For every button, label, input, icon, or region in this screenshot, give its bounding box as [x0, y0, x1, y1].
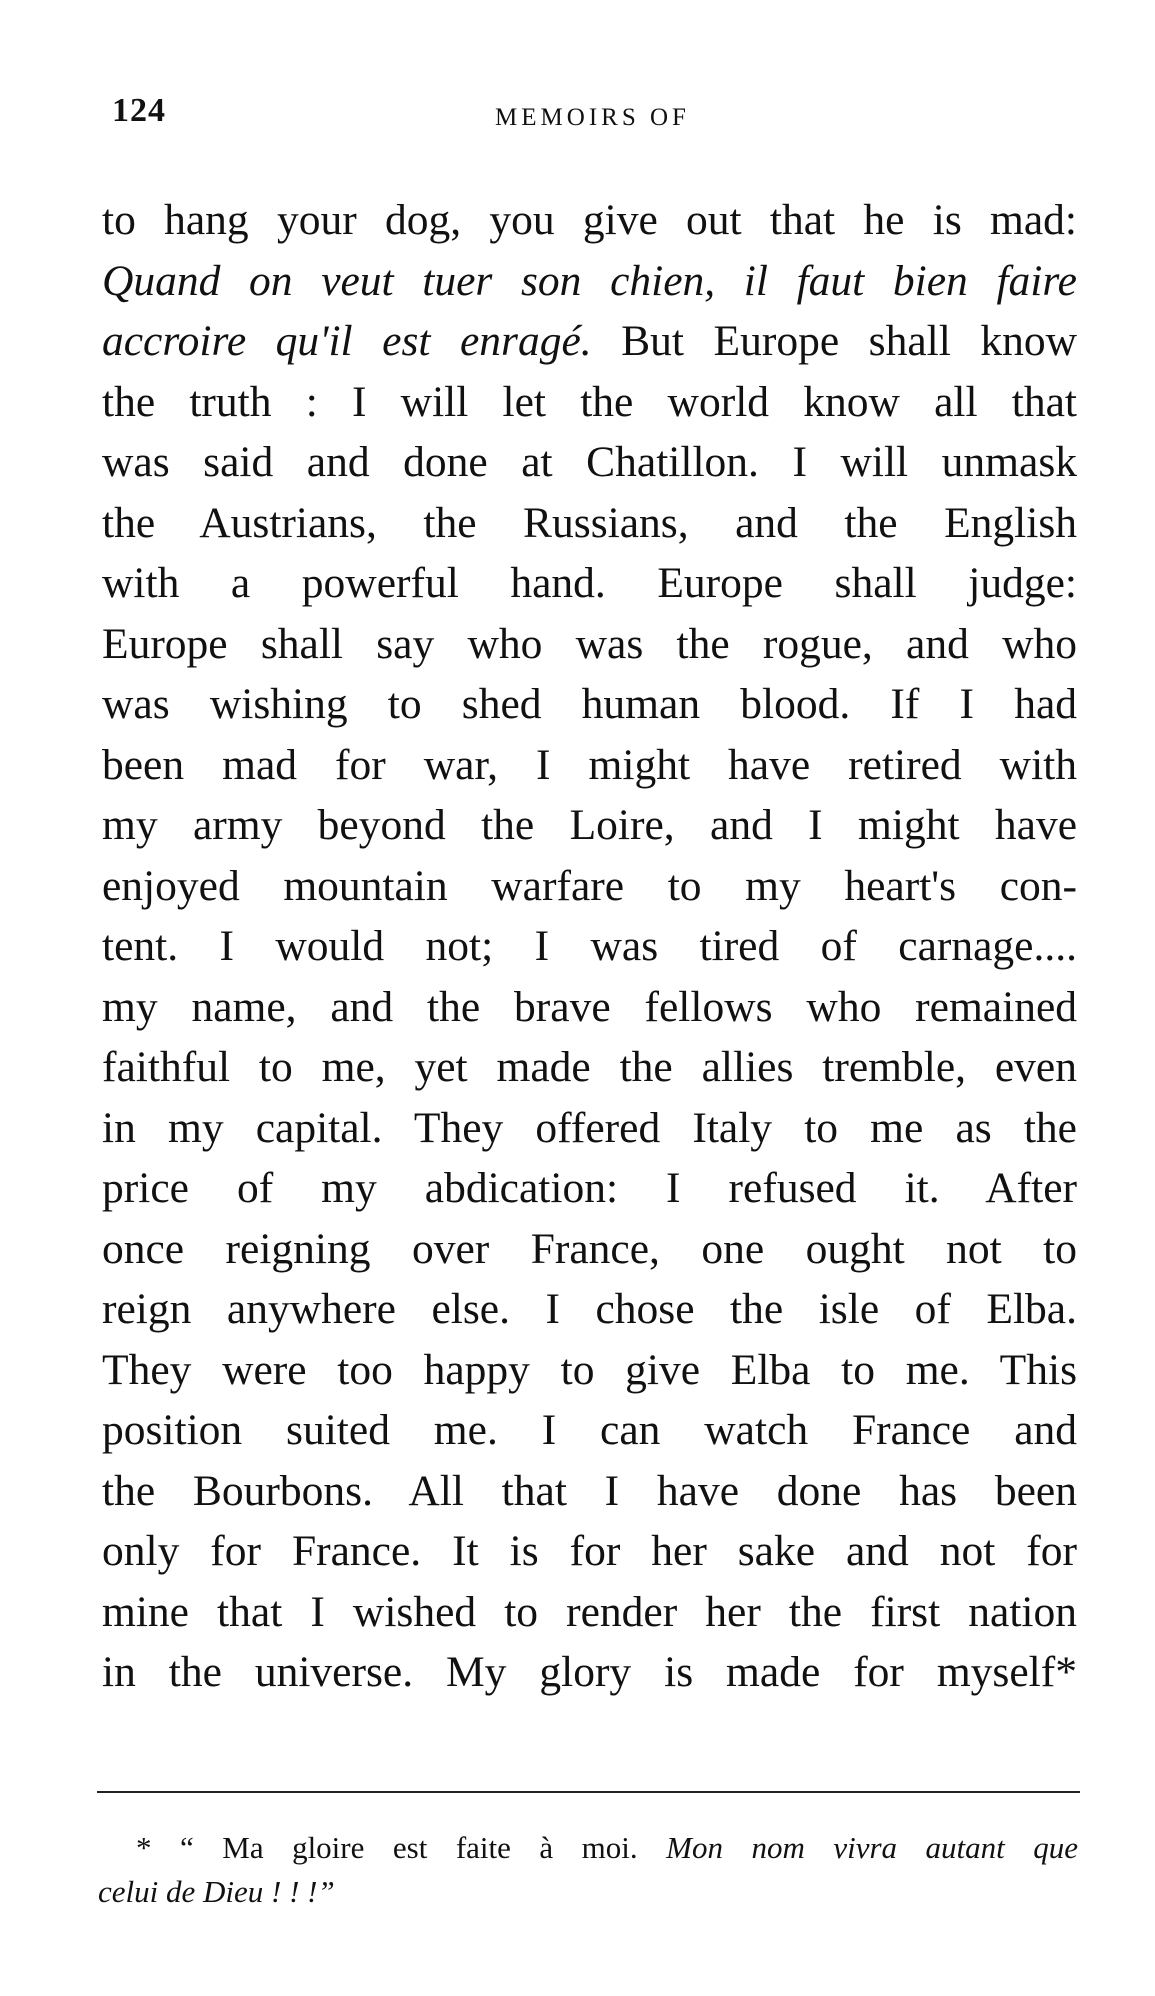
footnote-line — [98, 1826, 1078, 1870]
footnote-quote: * “ Ma gloire est faite à moi. — [136, 1830, 638, 1865]
text-line: only for France. It is for her sake and not for — [102, 1527, 1077, 1575]
footnote-line: celui de Dieu ! ! !” — [98, 1874, 335, 1909]
text-line: enjoyed mountain warfare to my heart's con- — [102, 861, 1077, 910]
text-line: the Bourbons. All that I have done has been — [102, 1466, 1077, 1515]
text-line: mine that I wished to render her the first nation — [102, 1587, 1077, 1636]
running-head: MEMOIRS OF — [495, 104, 690, 131]
footnote — [98, 1826, 1078, 1914]
text-line — [102, 311, 1077, 372]
text-line: once reigning over France, one ought not to — [102, 1224, 1077, 1273]
text-line: was said and done at Chatillon. I will unmask — [102, 438, 1077, 486]
text-line: Europe shall say who was the rogue, and who — [102, 619, 1077, 668]
text-line: price of my abdication: I refused it. After — [102, 1164, 1077, 1212]
italic-phrase: accroire qu'il est enragé. — [102, 317, 592, 365]
text-line: was wishing to shed human blood. If I had — [102, 680, 1077, 728]
page-number: 124 — [112, 92, 166, 129]
text-line: in the universe. My glory is made for myself* — [102, 1648, 1077, 1696]
text-line: to hang your dog, you give out that he is mad: — [102, 196, 1077, 244]
text-line: the truth : I will let the world know all that — [102, 377, 1077, 426]
text-line: the Austrians, the Russians, and the English — [102, 498, 1077, 547]
text-line: reign anywhere else. I chose the isle of Elba. — [102, 1285, 1077, 1333]
text-line: faithful to me, yet made the allies tremble, even — [102, 1043, 1077, 1091]
text-line: tent. I would not; I was tired of carnage.... — [102, 922, 1077, 970]
footnote-rule — [97, 1791, 1080, 1793]
body-text — [102, 190, 1077, 1703]
text-line: They were too happy to give Elba to me. This — [102, 1345, 1077, 1394]
text-line: my name, and the brave fellows who remained — [102, 982, 1077, 1031]
footnote-italic: Mon nom vivra autant que — [666, 1830, 1079, 1865]
text-line: been mad for war, I might have retired with — [102, 740, 1077, 789]
text-line: position suited me. I can watch France and — [102, 1406, 1077, 1454]
text-fragment: But Europe shall know — [591, 317, 1077, 365]
text-line: my army beyond the Loire, and I might have — [102, 801, 1077, 849]
text-line: in my capital. They offered Italy to me as the — [102, 1103, 1077, 1152]
text-line: Quand on veut tuer son chien, il faut bien faire — [102, 256, 1077, 305]
text-line: with a powerful hand. Europe shall judge: — [102, 559, 1077, 607]
